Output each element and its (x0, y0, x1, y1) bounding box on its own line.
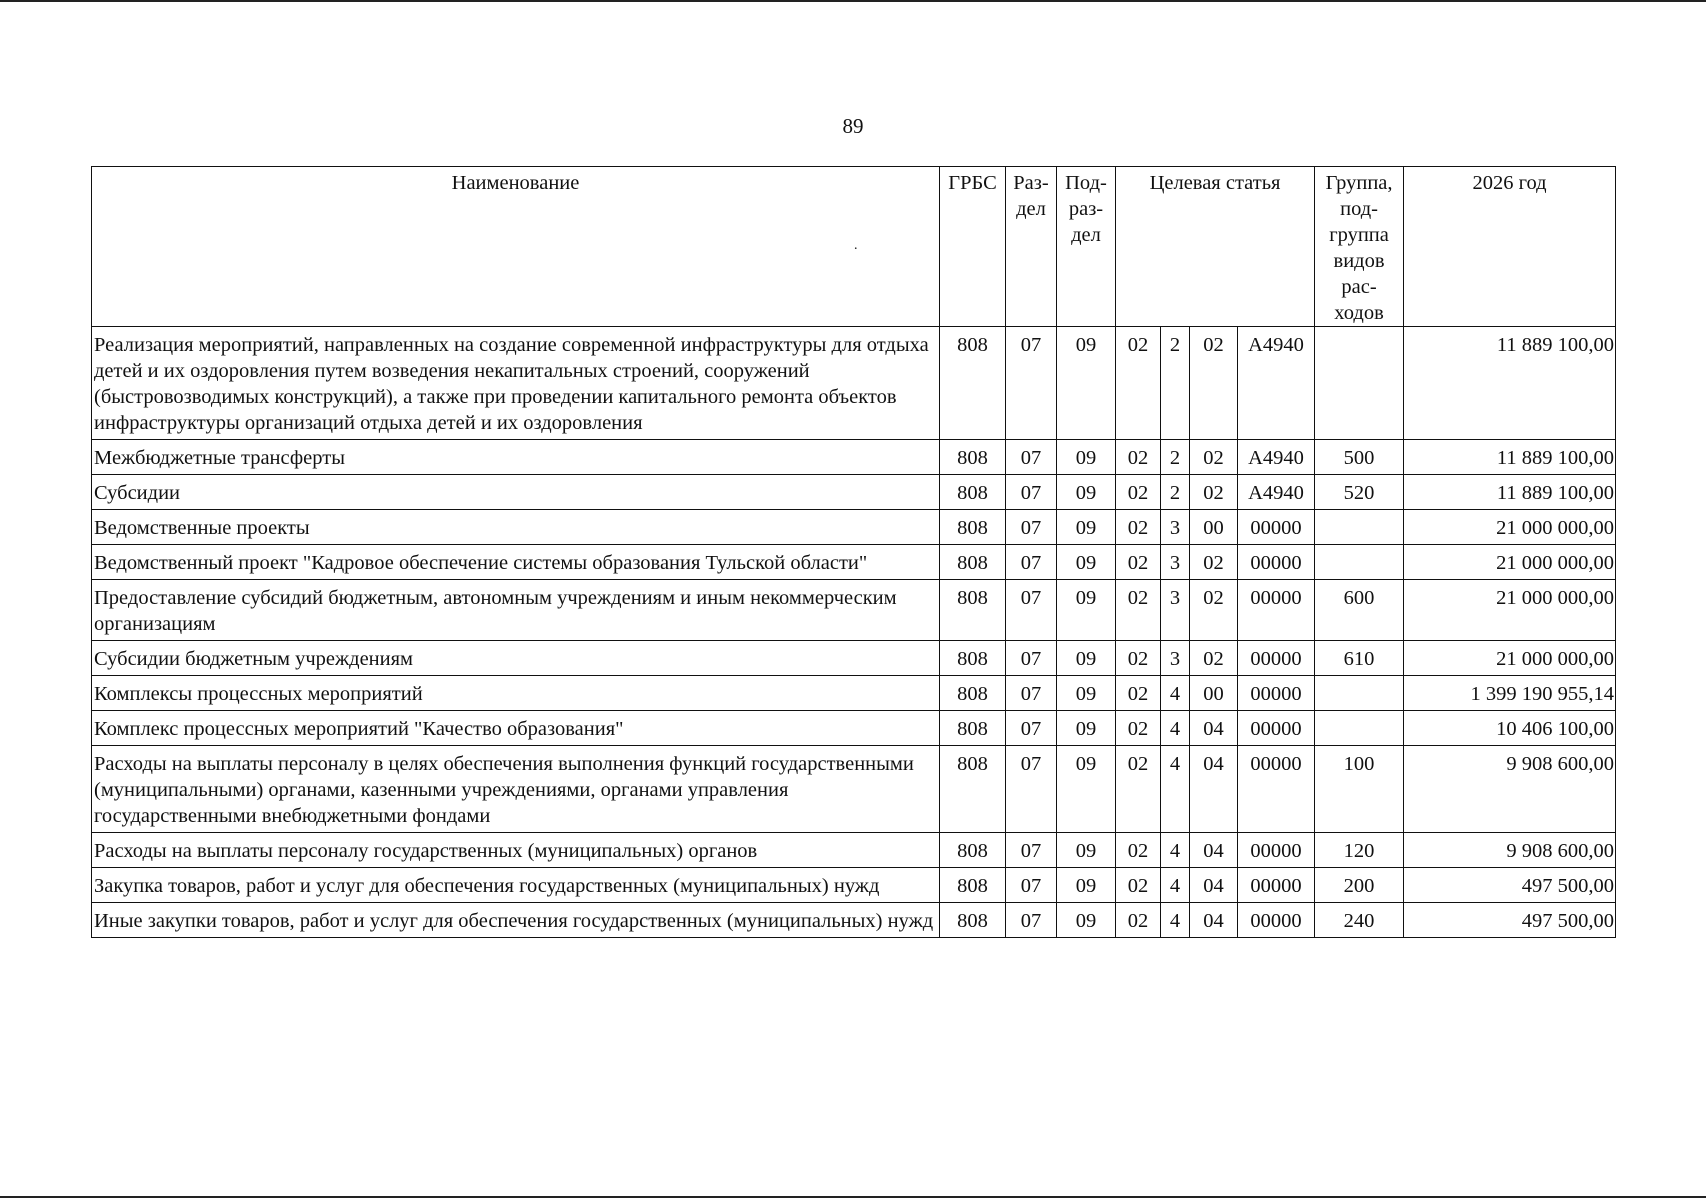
row-target-type: 2 (1161, 475, 1190, 510)
row-podrazdel: 09 (1057, 545, 1116, 580)
row-podrazdel: 09 (1057, 580, 1116, 641)
row-expense-group (1315, 545, 1404, 580)
row-target-subprogram: 00 (1190, 510, 1238, 545)
table-row (92, 868, 1616, 903)
header-year: 2026 год (1404, 167, 1616, 327)
row-target-subprogram: 04 (1190, 903, 1238, 938)
row-target-program: 02 (1116, 746, 1161, 833)
row-podrazdel: 09 (1057, 641, 1116, 676)
row-grbs: 808 (940, 475, 1006, 510)
row-grbs: 808 (940, 545, 1006, 580)
header-podrazdel: Под- раз- дел (1057, 167, 1116, 327)
row-expense-group: 610 (1315, 641, 1404, 676)
row-grbs: 808 (940, 711, 1006, 746)
header-name: Наименование . (92, 167, 940, 327)
row-target-program: 02 (1116, 903, 1161, 938)
table-row (92, 580, 1616, 641)
row-razdel: 07 (1006, 440, 1057, 475)
row-expense-group: 240 (1315, 903, 1404, 938)
row-target-type: 3 (1161, 545, 1190, 580)
row-target-type: 4 (1161, 676, 1190, 711)
row-target-type: 3 (1161, 580, 1190, 641)
row-name: Предоставление субсидий бюджетным, автономным учреждениям и иным некоммерческим организациям (92, 580, 940, 641)
row-podrazdel: 09 (1057, 510, 1116, 545)
table-row (92, 510, 1616, 545)
row-target-direction: 00000 (1238, 641, 1315, 676)
row-razdel: 07 (1006, 510, 1057, 545)
row-name: Ведомственные проекты (92, 510, 940, 545)
row-podrazdel: 09 (1057, 746, 1116, 833)
row-name: Комплекс процессных мероприятий "Качество образования" (92, 711, 940, 746)
row-expense-group: 500 (1315, 440, 1404, 475)
row-podrazdel: 09 (1057, 676, 1116, 711)
row-target-subprogram: 02 (1190, 641, 1238, 676)
table-row (92, 641, 1616, 676)
row-name: Субсидии бюджетным учреждениям (92, 641, 940, 676)
row-amount: 11 889 100,00 (1404, 475, 1616, 510)
row-name: Расходы на выплаты персоналу государственных (муниципальных) органов (92, 833, 940, 868)
row-name: Закупка товаров, работ и услуг для обеспечения государственных (муниципальных) нужд (92, 868, 940, 903)
row-target-direction: 00000 (1238, 711, 1315, 746)
row-target-direction: 00000 (1238, 833, 1315, 868)
row-expense-group: 520 (1315, 475, 1404, 510)
row-target-direction: 00000 (1238, 676, 1315, 711)
row-amount: 9 908 600,00 (1404, 833, 1616, 868)
header-expense-group: Группа, под- группа видов рас- ходов (1315, 167, 1404, 327)
row-razdel: 07 (1006, 580, 1057, 641)
scan-top-edge (0, 0, 1706, 2)
row-target-type: 2 (1161, 327, 1190, 440)
row-name: Субсидии (92, 475, 940, 510)
row-amount: 21 000 000,00 (1404, 580, 1616, 641)
row-name: Межбюджетные трансферты (92, 440, 940, 475)
row-podrazdel: 09 (1057, 327, 1116, 440)
row-grbs: 808 (940, 868, 1006, 903)
row-target-subprogram: 00 (1190, 676, 1238, 711)
row-amount: 497 500,00 (1404, 868, 1616, 903)
row-target-subprogram: 02 (1190, 327, 1238, 440)
row-grbs: 808 (940, 641, 1006, 676)
row-razdel: 07 (1006, 327, 1057, 440)
row-razdel: 07 (1006, 475, 1057, 510)
row-amount: 11 889 100,00 (1404, 327, 1616, 440)
table-row (92, 475, 1616, 510)
header-razdel: Раз- дел (1006, 167, 1057, 327)
row-amount: 10 406 100,00 (1404, 711, 1616, 746)
row-target-program: 02 (1116, 868, 1161, 903)
row-podrazdel: 09 (1057, 475, 1116, 510)
row-grbs: 808 (940, 746, 1006, 833)
table-row (92, 746, 1616, 833)
row-razdel: 07 (1006, 903, 1057, 938)
row-razdel: 07 (1006, 711, 1057, 746)
row-podrazdel: 09 (1057, 868, 1116, 903)
row-amount: 21 000 000,00 (1404, 510, 1616, 545)
row-target-type: 4 (1161, 746, 1190, 833)
row-target-direction: 00000 (1238, 545, 1315, 580)
row-podrazdel: 09 (1057, 833, 1116, 868)
table-row (92, 711, 1616, 746)
row-name: Комплексы процессных мероприятий (92, 676, 940, 711)
row-target-type: 4 (1161, 903, 1190, 938)
row-amount: 1 399 190 955,14 (1404, 676, 1616, 711)
row-target-subprogram: 02 (1190, 440, 1238, 475)
row-name: Ведомственный проект "Кадровое обеспечение системы образования Тульской области" (92, 545, 940, 580)
table-row (92, 545, 1616, 580)
row-target-subprogram: 04 (1190, 868, 1238, 903)
row-target-direction: 00000 (1238, 903, 1315, 938)
table-row (92, 440, 1616, 475)
row-amount: 21 000 000,00 (1404, 545, 1616, 580)
row-target-subprogram: 04 (1190, 833, 1238, 868)
row-grbs: 808 (940, 676, 1006, 711)
row-expense-group (1315, 676, 1404, 711)
row-expense-group: 200 (1315, 868, 1404, 903)
table-row (92, 903, 1616, 938)
row-target-type: 3 (1161, 641, 1190, 676)
row-razdel: 07 (1006, 833, 1057, 868)
table-header-row (92, 167, 1616, 327)
row-grbs: 808 (940, 580, 1006, 641)
row-target-type: 4 (1161, 711, 1190, 746)
row-target-program: 02 (1116, 510, 1161, 545)
row-amount: 21 000 000,00 (1404, 641, 1616, 676)
row-grbs: 808 (940, 510, 1006, 545)
table-row (92, 676, 1616, 711)
row-target-direction: А4940 (1238, 440, 1315, 475)
scan-bottom-edge (0, 1196, 1706, 1198)
row-target-program: 02 (1116, 833, 1161, 868)
row-name: Иные закупки товаров, работ и услуг для обеспечения государственных (муниципальных) нужд (92, 903, 940, 938)
row-target-program: 02 (1116, 676, 1161, 711)
page-number: 89 (842, 114, 864, 138)
row-target-direction: 00000 (1238, 868, 1315, 903)
row-target-program: 02 (1116, 327, 1161, 440)
row-razdel: 07 (1006, 545, 1057, 580)
row-grbs: 808 (940, 327, 1006, 440)
row-target-program: 02 (1116, 641, 1161, 676)
row-target-program: 02 (1116, 711, 1161, 746)
header-target-article: Целевая статья (1116, 167, 1315, 327)
row-amount: 11 889 100,00 (1404, 440, 1616, 475)
row-expense-group (1315, 510, 1404, 545)
table-row (92, 833, 1616, 868)
row-target-direction: А4940 (1238, 475, 1315, 510)
header-grbs: ГРБС (940, 167, 1006, 327)
row-target-subprogram: 02 (1190, 545, 1238, 580)
row-target-direction: 00000 (1238, 746, 1315, 833)
row-target-program: 02 (1116, 475, 1161, 510)
row-target-direction: А4940 (1238, 327, 1315, 440)
row-target-program: 02 (1116, 580, 1161, 641)
row-target-type: 2 (1161, 440, 1190, 475)
row-expense-group: 600 (1315, 580, 1404, 641)
row-target-type: 4 (1161, 868, 1190, 903)
row-target-program: 02 (1116, 545, 1161, 580)
row-amount: 9 908 600,00 (1404, 746, 1616, 833)
row-target-direction: 00000 (1238, 580, 1315, 641)
row-expense-group: 100 (1315, 746, 1404, 833)
row-podrazdel: 09 (1057, 440, 1116, 475)
row-razdel: 07 (1006, 676, 1057, 711)
row-grbs: 808 (940, 903, 1006, 938)
row-target-subprogram: 02 (1190, 580, 1238, 641)
row-target-type: 3 (1161, 510, 1190, 545)
row-razdel: 07 (1006, 746, 1057, 833)
row-grbs: 808 (940, 440, 1006, 475)
row-expense-group (1315, 711, 1404, 746)
row-podrazdel: 09 (1057, 903, 1116, 938)
budget-table (91, 166, 1616, 938)
row-podrazdel: 09 (1057, 711, 1116, 746)
row-name: Расходы на выплаты персоналу в целях обеспечения выполнения функций государственными (муниципальными) органами, казенными учреждениями, органами управления государственными внебюджетными фондами (92, 746, 940, 833)
row-target-program: 02 (1116, 440, 1161, 475)
row-target-subprogram: 04 (1190, 746, 1238, 833)
row-target-direction: 00000 (1238, 510, 1315, 545)
table-body (92, 327, 1616, 938)
row-name: Реализация мероприятий, направленных на создание современной инфраструктуры для отдыха детей и их оздоровления путем возведения некапитальных строений, сооружений (быстровозводимых конструкций), а также при проведении капитального ремонта объектов инфраструктуры организаций отдыха детей и их оздоровления (92, 327, 940, 440)
row-target-subprogram: 02 (1190, 475, 1238, 510)
row-razdel: 07 (1006, 641, 1057, 676)
row-expense-group: 120 (1315, 833, 1404, 868)
row-expense-group (1315, 327, 1404, 440)
row-target-subprogram: 04 (1190, 711, 1238, 746)
row-grbs: 808 (940, 833, 1006, 868)
table-row (92, 327, 1616, 440)
row-razdel: 07 (1006, 868, 1057, 903)
row-amount: 497 500,00 (1404, 903, 1616, 938)
row-target-type: 4 (1161, 833, 1190, 868)
